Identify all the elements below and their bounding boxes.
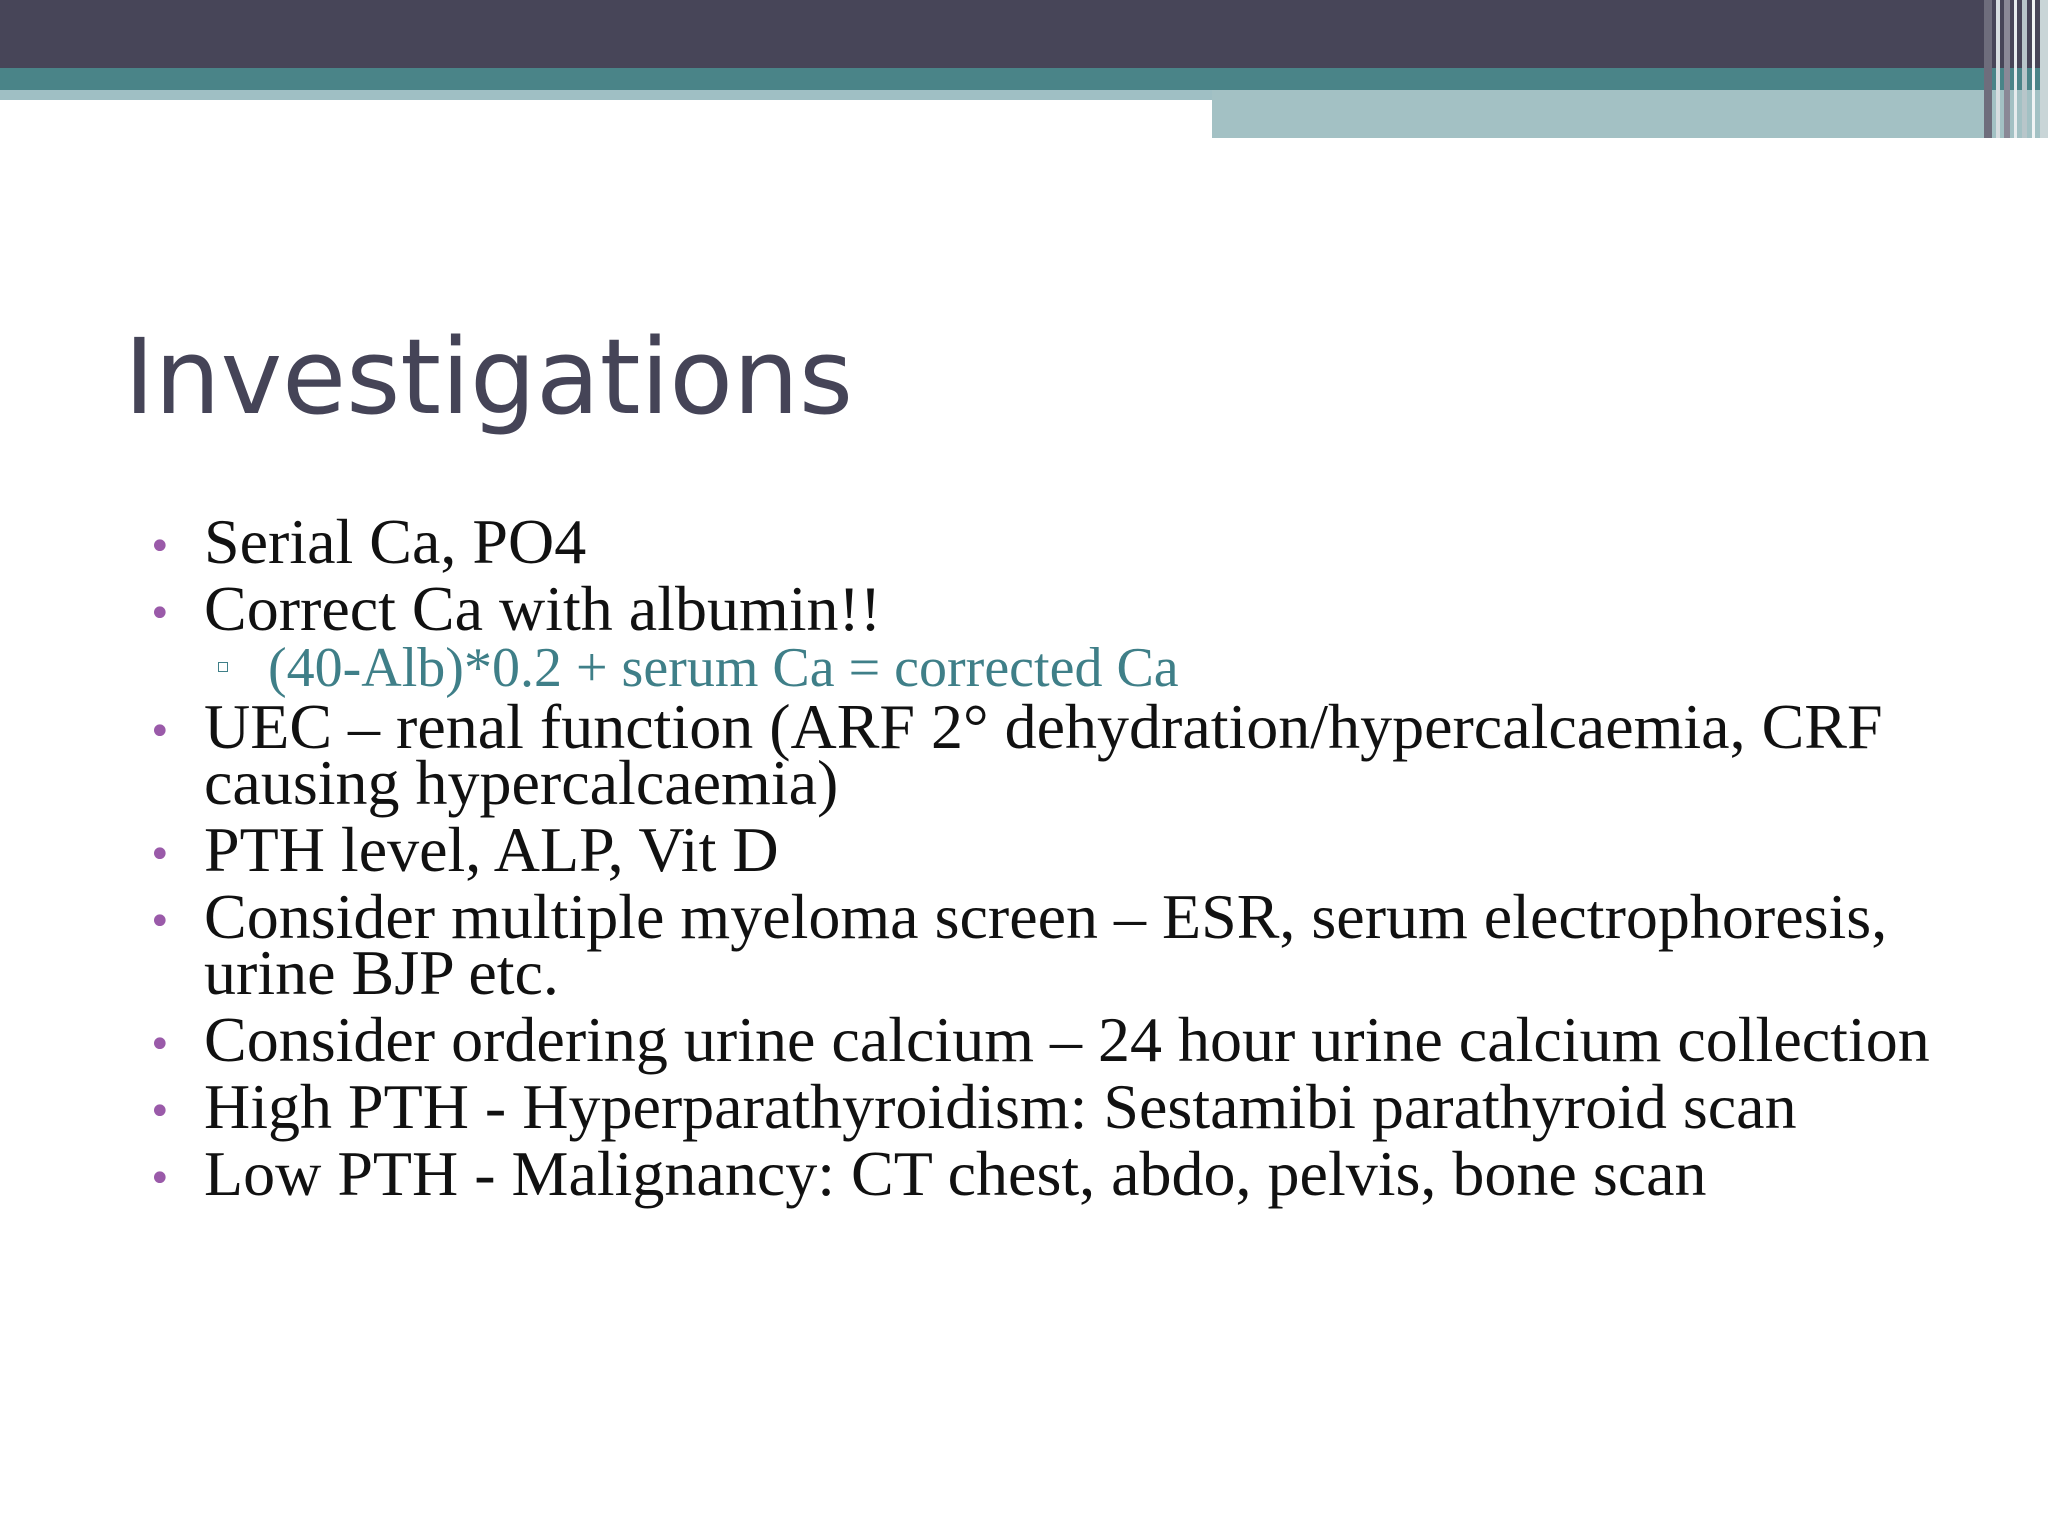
header-stripes-decoration xyxy=(1984,0,2048,138)
sub-list-item-text: (40-Alb)*0.2 + serum Ca = corrected Ca xyxy=(268,637,1179,699)
header-band-dark xyxy=(0,0,2048,68)
list-item-text: Correct Ca with albumin!! xyxy=(204,573,882,644)
sub-list-item xyxy=(148,637,2028,699)
list-item xyxy=(148,1138,2028,1209)
list-item-text: Low PTH - Malignancy: CT chest, abdo, pelvis, bone scan xyxy=(204,1138,1707,1209)
header-band-light-left xyxy=(0,90,1212,100)
bullet-icon: • xyxy=(148,832,172,878)
hollow-square-icon xyxy=(218,662,228,672)
bullet-list xyxy=(148,506,2028,1213)
list-item-text: High PTH - Hyperparathyroidism: Sestamibi parathyroid scan xyxy=(204,1071,1797,1142)
list-item-text: Consider multiple myeloma screen – ESR, serum electrophoresis, urine BJP etc. xyxy=(204,881,1888,1008)
list-item-text: Consider ordering urine calcium – 24 hour urine calcium collection xyxy=(204,1004,1930,1075)
bullet-icon: • xyxy=(148,591,172,637)
bullet-icon: • xyxy=(148,899,172,945)
list-item-text: PTH level, ALP, Vit D xyxy=(204,814,779,885)
list-item xyxy=(148,506,2028,577)
list-item xyxy=(148,573,2028,644)
bullet-icon: • xyxy=(148,1022,172,1068)
list-item xyxy=(148,1004,2028,1075)
list-item xyxy=(148,814,2028,885)
bullet-icon: • xyxy=(148,1089,172,1135)
list-item-text: UEC – renal function (ARF 2° dehydration/hypercalcaemia, CRF causing hypercalcaemia) xyxy=(204,691,1883,818)
list-item xyxy=(148,1071,2028,1142)
header-band-teal xyxy=(0,68,2048,90)
bullet-icon: • xyxy=(148,1156,172,1202)
header-band-light-right xyxy=(1212,90,2048,138)
list-item-text: Serial Ca, PO4 xyxy=(204,506,587,577)
bullet-icon: • xyxy=(148,524,172,570)
bullet-icon: • xyxy=(148,709,172,755)
slide-title: Investigations xyxy=(124,316,854,438)
list-item xyxy=(148,691,2028,818)
list-item xyxy=(148,881,2028,1008)
